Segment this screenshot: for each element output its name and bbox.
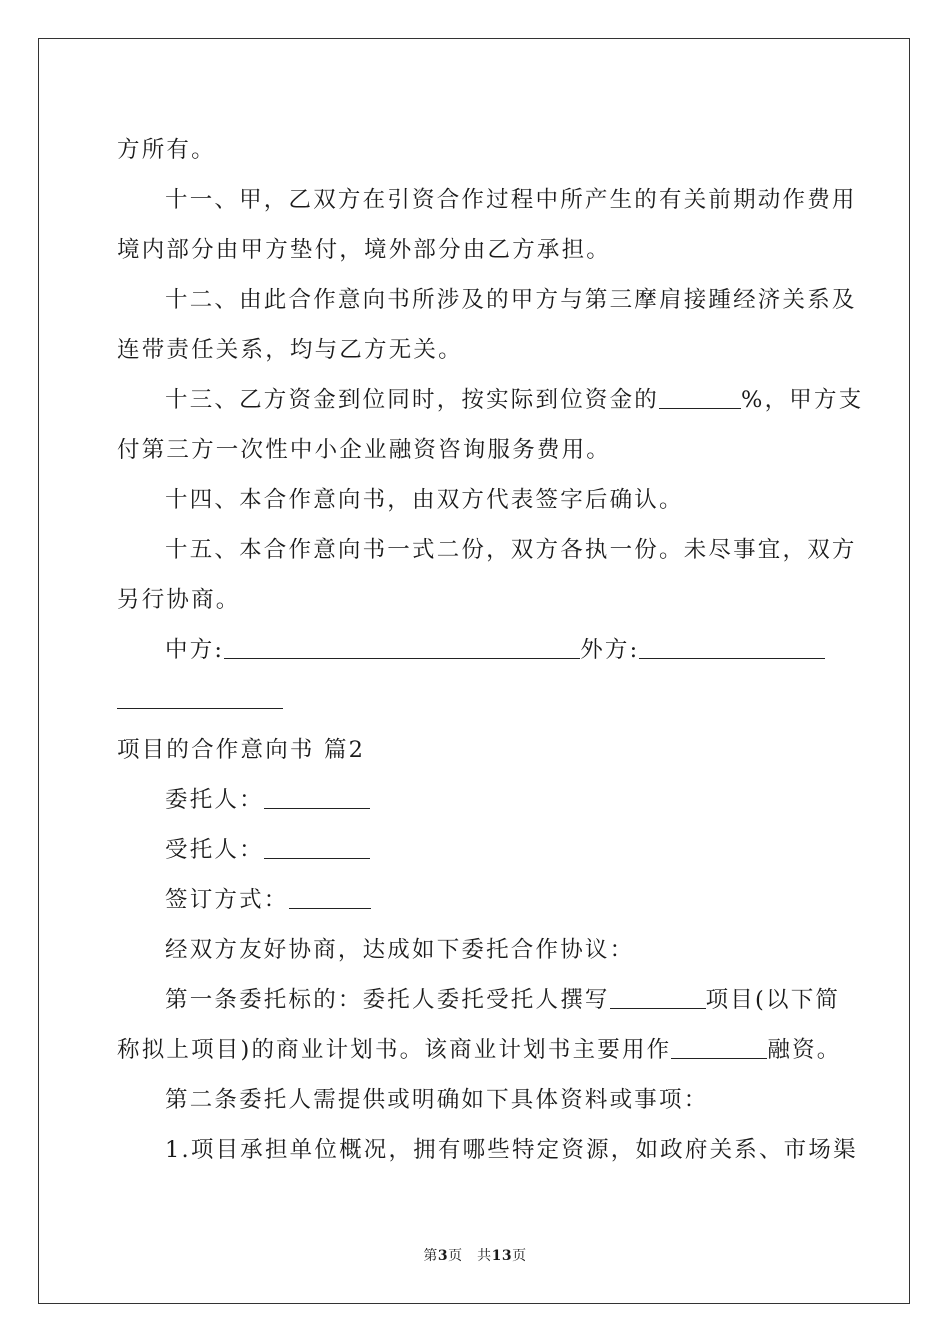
signing-label: 签订方式： [165,887,289,913]
agreement-intro: 经双方友好协商，达成如下委托合作协议： [165,937,635,963]
clause-13-text: 十三、乙方资金到位同时，按实际到位资金的 [165,387,660,413]
party-b-blank [639,636,825,659]
signature-line [117,625,833,675]
text-line: 另行协商。 [117,587,241,613]
party-a-label: 中方: [165,637,225,663]
signing-blank [289,886,371,909]
article-1-text: 第一条委托标的：委托人委托受托人撰写 [165,987,610,1013]
footer-mid: 页 共 [448,1248,492,1264]
article-2: 第二条委托人需提供或明确如下具体资料或事项： [165,1087,709,1113]
page-footer [0,1245,950,1265]
footer-prefix: 第 [423,1248,438,1264]
footer-suffix: 页 [512,1248,527,1264]
document-body [117,125,864,1175]
text-line: 方所有。 [117,137,216,163]
total-pages: 13 [491,1248,513,1264]
client-label: 委托人： [165,787,264,813]
clause-15: 十五、本合作意向书一式二份，双方各执一份。未尽事宜，双方 [165,537,857,563]
clause-11: 十一、甲，乙双方在引资合作过程中所产生的有关前期动作费用 [165,187,857,213]
financing-blank [671,1036,767,1059]
party-b-blank-cont [117,686,283,709]
party-a-blank [224,636,580,659]
text-line: 连带责任关系，均与乙方无关。 [117,337,463,363]
trustee-line [117,825,833,875]
signature-continuation [117,675,833,725]
client-line [117,775,833,825]
list-item: 1.项目承担单位概况，拥有哪些特定资源，如政府关系、市场渠 [165,1137,858,1163]
clause-12: 十二、由此合作意向书所涉及的甲方与第三摩肩接踵经济关系及 [165,287,857,313]
article-1-cont-text: 称拟上项目)的商业计划书。该商业计划书主要用作 [117,1037,672,1063]
percentage-blank [659,386,741,409]
current-page: 3 [437,1248,449,1264]
clause-13 [117,375,864,425]
client-blank [264,786,370,809]
article-1-cont [117,1025,842,1075]
text-line: 境内部分由甲方垫付，境外部分由乙方承担。 [117,237,612,263]
clause-14: 十四、本合作意向书，由双方代表签字后确认。 [165,487,684,513]
project-blank [610,986,706,1009]
article-1 [117,975,841,1025]
article-1-text-end: 项目(以下简 [705,987,841,1013]
clause-13-text-end: %，甲方支 [741,387,864,413]
article-1-cont-end: 融资。 [767,1037,842,1063]
trustee-blank [264,836,370,859]
party-b-label: 外方: [580,637,640,663]
trustee-label: 受托人： [165,837,264,863]
text-line: 付第三方一次性中小企业融资咨询服务费用。 [117,437,612,463]
signing-line [117,875,833,925]
section-heading: 项目的合作意向书 篇2 [117,737,366,763]
